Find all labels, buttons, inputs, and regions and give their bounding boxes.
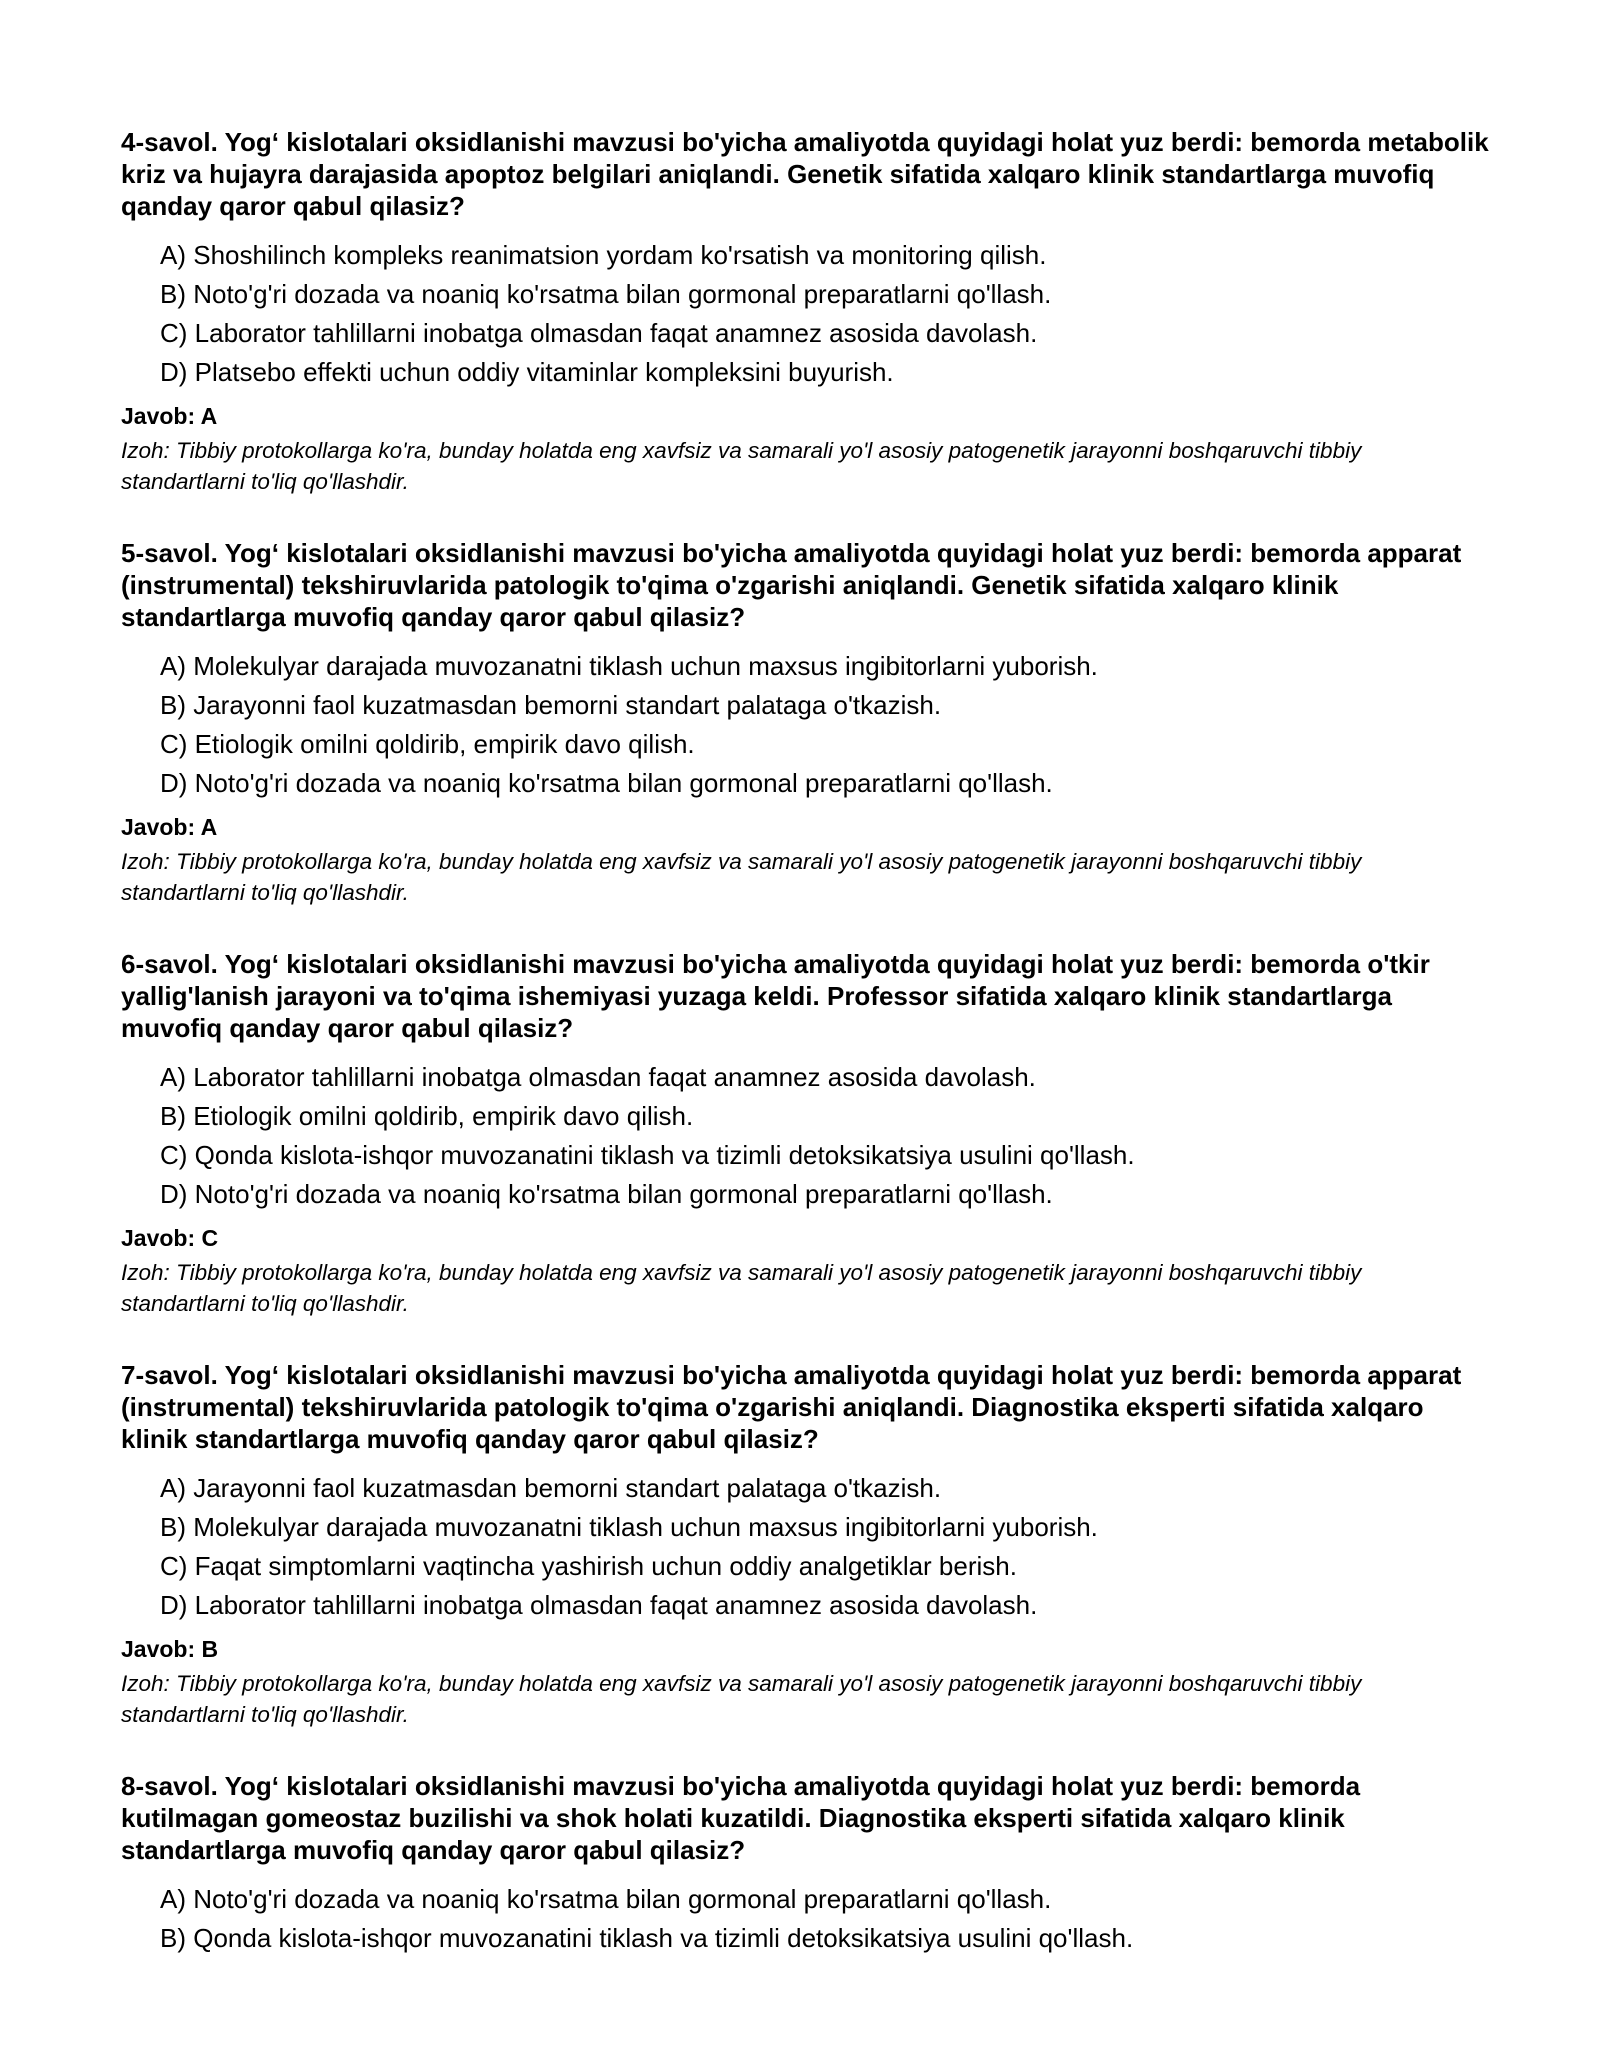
option-a: A) Noto'g'ri dozada va noaniq ko'rsatma bilan gormonal preparatlarni qo'llash.: [160, 1884, 1052, 1914]
question-title: 8-savol. Yog‘ kislotalari oksidlanishi mavzusi bo'yicha amaliyotda quyidagi holat yuz berdi: bemorda kutilmagan gomeostaz buzilishi va shok holati kuzatildi. Diagnostika eksperti sifatida xalqaro klinik standartlarga muvofiq qanday qaror qabul qilasiz?: [121, 1771, 1361, 1865]
option-c: C) Qonda kislota-ishqor muvozanatini tiklash va tizimli detoksikatsiya usulini qo'llash.: [160, 1140, 1135, 1170]
option-a: A) Molekulyar darajada muvozanatni tiklash uchun maxsus ingibitorlarni yuborish.: [160, 651, 1098, 681]
question-title: 7-savol. Yog‘ kislotalari oksidlanishi mavzusi bo'yicha amaliyotda quyidagi holat yuz berdi: bemorda apparat (instrumental) tekshiruvlarida patologik to'qima o'zgarishi aniqlandi. Diagnostika eksperti sifatida xalqaro klinik standartlarga muvofiq qanday qaror qabul qilasiz?: [121, 1360, 1462, 1454]
question-title: 4-savol. Yog‘ kislotalari oksidlanishi mavzusi bo'yicha amaliyotda quyidagi holat yuz berdi: bemorda metabolik kriz va hujayra darajasida apoptoz belgilari aniqlandi. Genetik sifatida xalqaro klinik standartlarga muvofiq qanday qaror qabul qilasiz?: [121, 127, 1489, 221]
answer-label: Javob: B: [121, 1636, 219, 1662]
option-d: D) Platsebo effekti uchun oddiy vitaminlar kompleksini buyurish.: [160, 357, 894, 387]
option-c: C) Etiologik omilni qoldirib, empirik davo qilish.: [160, 729, 695, 759]
option-b: B) Qonda kislota-ishqor muvozanatini tiklash va tizimli detoksikatsiya usulini qo'llash.: [160, 1923, 1134, 1953]
question-title: 5-savol. Yog‘ kislotalari oksidlanishi mavzusi bo'yicha amaliyotda quyidagi holat yuz berdi: bemorda apparat (instrumental) tekshiruvlarida patologik to'qima o'zgarishi aniqlandi. Genetik sifatida xalqaro klinik standartlarga muvofiq qanday qaror qabul qilasiz?: [121, 538, 1462, 632]
question-6: [121, 948, 1490, 1319]
option-a: A) Jarayonni faol kuzatmasdan bemorni standart palataga o'tkazish.: [160, 1473, 942, 1503]
options-list: [121, 1880, 1490, 1958]
question-4: [121, 126, 1490, 497]
answer-label: Javob: A: [121, 403, 218, 429]
options-list: [121, 1058, 1490, 1214]
option-d: D) Noto'g'ri dozada va noaniq ko'rsatma bilan gormonal preparatlarni qo'llash.: [160, 768, 1053, 798]
answer-label: Javob: C: [121, 1225, 219, 1251]
option-d: D) Noto'g'ri dozada va noaniq ko'rsatma bilan gormonal preparatlarni qo'llash.: [160, 1179, 1053, 1209]
option-c: C) Faqat simptomlarni vaqtincha yashirish uchun oddiy analgetiklar berish.: [160, 1551, 1017, 1581]
option-a: A) Laborator tahlillarni inobatga olmasdan faqat anamnez asosida davolash.: [160, 1062, 1036, 1092]
explanation-text: Izoh: Tibbiy protokollarga ko'ra, bunday holatda eng xavfsiz va samarali yo'l asosiy patogenetik jarayonni boshqaruvchi tibbiy standartlarni to'liq qo'llashdir.: [121, 849, 1362, 905]
question-5: [121, 537, 1490, 908]
option-b: B) Noto'g'ri dozada va noaniq ko'rsatma bilan gormonal preparatlarni qo'llash.: [160, 279, 1052, 309]
options-list: [121, 647, 1490, 803]
option-c: C) Laborator tahlillarni inobatga olmasdan faqat anamnez asosida davolash.: [160, 318, 1038, 348]
question-7: [121, 1359, 1490, 1730]
options-list: [121, 1469, 1490, 1625]
explanation-text: Izoh: Tibbiy protokollarga ko'ra, bunday holatda eng xavfsiz va samarali yo'l asosiy patogenetik jarayonni boshqaruvchi tibbiy standartlarni to'liq qo'llashdir.: [121, 1260, 1362, 1316]
explanation-text: Izoh: Tibbiy protokollarga ko'ra, bunday holatda eng xavfsiz va samarali yo'l asosiy patogenetik jarayonni boshqaruvchi tibbiy standartlarni to'liq qo'llashdir.: [121, 1671, 1362, 1727]
answer-label: Javob: A: [121, 814, 218, 840]
option-b: B) Etiologik omilni qoldirib, empirik davo qilish.: [160, 1101, 694, 1131]
option-d: D) Laborator tahlillarni inobatga olmasdan faqat anamnez asosida davolash.: [160, 1590, 1038, 1620]
options-list: [121, 236, 1490, 392]
explanation-text: Izoh: Tibbiy protokollarga ko'ra, bunday holatda eng xavfsiz va samarali yo'l asosiy patogenetik jarayonni boshqaruvchi tibbiy standartlarni to'liq qo'llashdir.: [121, 438, 1362, 494]
question-title: 6-savol. Yog‘ kislotalari oksidlanishi mavzusi bo'yicha amaliyotda quyidagi holat yuz berdi: bemorda o'tkir yallig'lanish jarayoni va to'qima ishemiyasi yuzaga keldi. Professor sifatida xalqaro klinik standartlarga muvofiq qanday qaror qabul qilasiz?: [121, 949, 1430, 1043]
option-b: B) Jarayonni faol kuzatmasdan bemorni standart palataga o'tkazish.: [160, 690, 942, 720]
option-a: A) Shoshilinch kompleks reanimatsion yordam ko'rsatish va monitoring qilish.: [160, 240, 1047, 270]
option-b: B) Molekulyar darajada muvozanatni tiklash uchun maxsus ingibitorlarni yuborish.: [160, 1512, 1098, 1542]
question-8: [121, 1770, 1490, 1958]
